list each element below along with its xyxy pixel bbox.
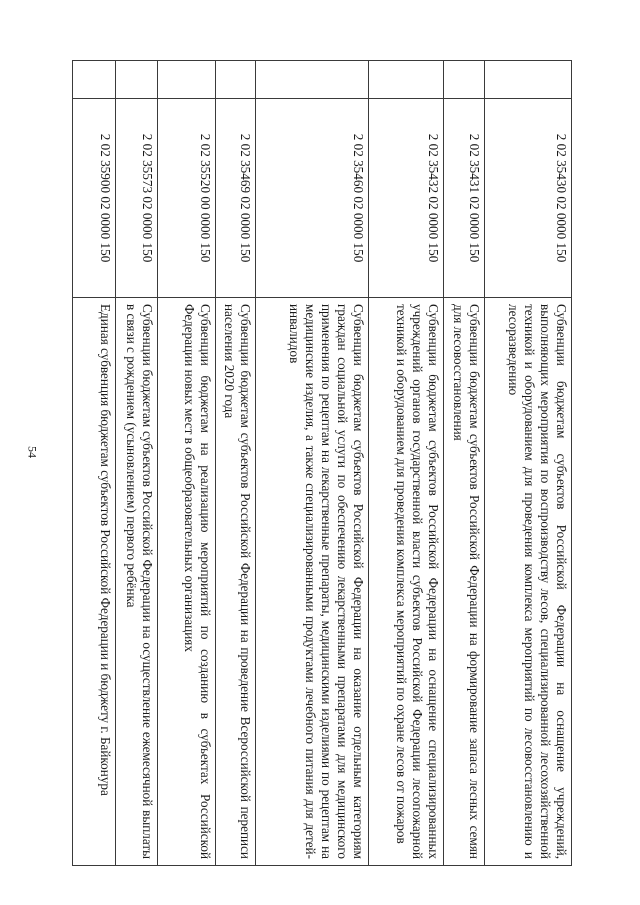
description-cell: Субвенции бюджетам субъектов Российской Федерации на оказание отдельным категориям граждан социальной услуги по обеспечению лекарственными препаратами для медицинского применения по рецептам на лекарственные препараты, медицинскими изделиями по рецептам на медицинские изделия, а также специализированными продуктами лечебного питания для детей-инвалидов xyxy=(256,298,369,866)
budget-code-cell: 2 02 35430 02 0000 150 xyxy=(484,99,571,298)
table-cell-blank xyxy=(158,61,216,99)
rotated-page-content xyxy=(72,60,572,866)
table-cell-blank xyxy=(215,61,256,99)
table-row xyxy=(158,61,216,866)
table-row xyxy=(115,61,158,866)
budget-code-cell: 2 02 35431 02 0000 150 xyxy=(444,99,485,298)
description-cell: Единая субвенция бюджетам субъектов Российской Федерации и бюджету г. Байконура xyxy=(73,298,116,866)
budget-code-cell: 2 02 35900 02 0000 150 xyxy=(73,99,116,298)
description-cell: Субвенции бюджетам на реализацию мероприятий по созданию в субъектах Российской Федерации новых мест в общеобразовательных организациях xyxy=(158,298,216,866)
budget-code-cell: 2 02 35520 00 0000 150 xyxy=(158,99,216,298)
description-cell: Субвенции бюджетам субъектов Российской Федерации на оснащение учреждений, выполняющих мероприятия по воспроизводству лесов, специализированной лесохозяйственной техникой и оборудованием для проведения комплекса мероприятий по лесовосстановлению и лесоразведению xyxy=(484,298,571,866)
budget-code-cell: 2 02 35432 02 0000 150 xyxy=(369,99,444,298)
budget-code-cell: 2 02 35460 02 0000 150 xyxy=(256,99,369,298)
table-row xyxy=(256,61,369,866)
table-row xyxy=(369,61,444,866)
budget-code-table xyxy=(72,60,572,866)
table-cell-blank xyxy=(73,61,116,99)
table-row xyxy=(484,61,571,866)
table-cell-blank xyxy=(115,61,158,99)
description-cell: Субвенции бюджетам субъектов Российской Федерации на оснащение специализированных учреждений органов государственной власти субъектов Российской Федерации лесопожарной техникой и оборудованием для проведения комплекса мероприятий по охране лесов от пожаров xyxy=(369,298,444,866)
table-row xyxy=(73,61,116,866)
budget-code-cell: 2 02 35573 02 0000 150 xyxy=(115,99,158,298)
table-row xyxy=(444,61,485,866)
description-cell: Субвенции бюджетам субъектов Российской Федерации на осуществление ежемесячной выплаты в связи с рождением (усыновлением) первого ребёнка xyxy=(115,298,158,866)
budget-code-cell: 2 02 35469 02 0000 150 xyxy=(215,99,256,298)
table-row xyxy=(215,61,256,866)
page-number: 54 xyxy=(25,446,40,458)
description-cell: Субвенции бюджетам субъектов Российской Федерации на проведение Всероссийской переписи населения 2020 года xyxy=(215,298,256,866)
table-cell-blank xyxy=(256,61,369,99)
table-cell-blank xyxy=(444,61,485,99)
description-cell: Субвенции бюджетам субъектов Российской Федерации на формирование запаса лесных семян для лесовосстановления xyxy=(444,298,485,866)
table-cell-blank xyxy=(484,61,571,99)
table-cell-blank xyxy=(369,61,444,99)
